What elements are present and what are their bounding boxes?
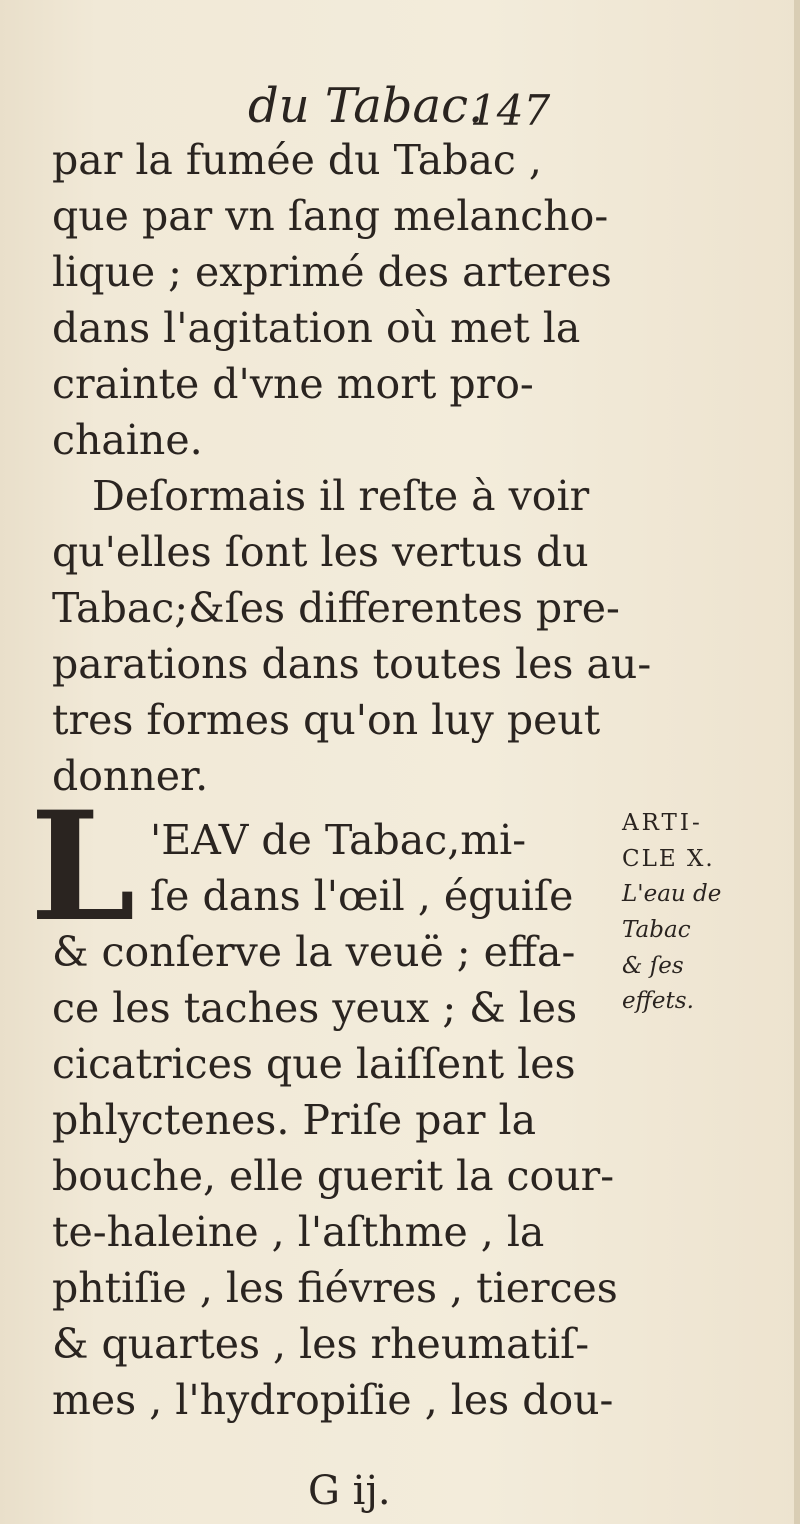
text-line: te-haleine , l'aſthme , la — [52, 1208, 545, 1256]
text-line: Tabac;&ſes differentes pre- — [52, 584, 620, 632]
text-line: lique ; exprimé des arteres — [52, 248, 612, 296]
text-line: bouche, elle guerit la cour- — [52, 1152, 615, 1200]
text-line: phtiſie , les fiévres , tierces — [52, 1264, 618, 1312]
signature-mark: G ij. — [308, 1468, 391, 1514]
margin-note — [622, 806, 792, 1020]
text-line: ce les taches yeux ; & les — [52, 984, 578, 1032]
text-line: parations dans toutes les au- — [52, 640, 652, 688]
text-line: que par vn ſang melancho- — [52, 192, 609, 240]
text-line: dans l'agitation où met la — [52, 304, 581, 352]
margin-note-line: effets. — [622, 988, 694, 1015]
text-line: 'EAV de Tabac,mi- — [150, 816, 527, 864]
margin-note-line: & ſes — [622, 952, 684, 979]
text-line: par la fumée du Tabac , — [52, 136, 542, 184]
margin-note-line: CLE X. — [622, 845, 715, 872]
text-line: phlyctenes. Priſe par la — [52, 1096, 537, 1144]
text-line: & conſerve la veuë ; effa- — [52, 928, 576, 976]
margin-note-line: L'eau de — [622, 881, 722, 908]
text-line: ſe dans l'œil , éguiſe — [150, 872, 574, 920]
text-line: cicatrices que laiſſent les — [52, 1040, 576, 1088]
text-line: & quartes , les rheumatiſ- — [52, 1320, 590, 1368]
text-line: crainte d'vne mort pro- — [52, 360, 534, 408]
text-line: chaine. — [52, 416, 203, 464]
drop-cap: L — [30, 779, 136, 955]
page-edge — [794, 0, 800, 1524]
page-number: 147 — [470, 86, 551, 135]
margin-note-line: ARTI- — [622, 810, 703, 836]
running-title: du Tabac. — [248, 78, 484, 134]
text-line: qu'elles ſont les vertus du — [52, 528, 589, 576]
text-line: mes , l'hydropiſie , les dou- — [52, 1376, 614, 1424]
margin-note-line: Tabac — [622, 916, 691, 943]
text-line: Deſormais il reſte à voir — [92, 472, 590, 520]
text-line: donner. — [52, 752, 209, 800]
page-header — [0, 78, 800, 138]
text-line: tres formes qu'on luy peut — [52, 696, 601, 744]
